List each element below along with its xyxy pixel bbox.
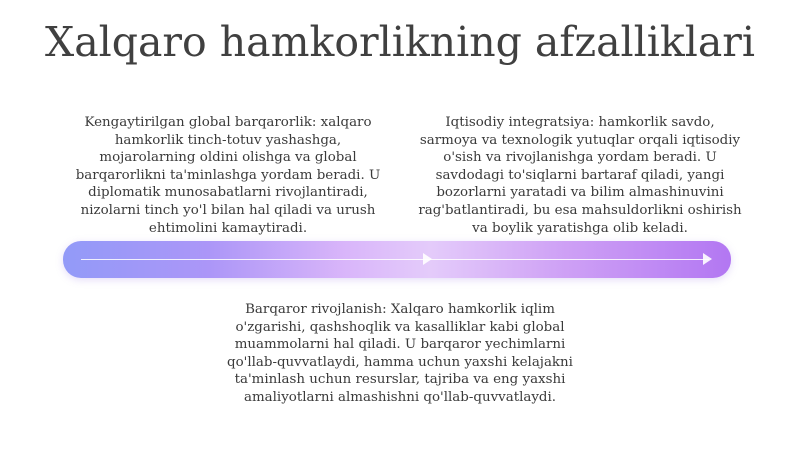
text-block-sustainable-development: Barqaror rivojlanish: Xalqaro hamkorlik iqlim o'zgarishi, qashshoqlik va kasalliklar kabi global muammolarni hal qiladi. U barqaror yechimlarni qo'llab-quvvatlaydi, hamma uchun yaxshi kelajakni ta'minlash uchun resurslar, tajriba va eng yaxshi amaliyotlarni almashishni qo'llab-quvvatlaydi. — [227, 302, 573, 405]
slide-title: Xalqaro hamkorlikning afzalliklari — [45, 18, 755, 66]
timeline-line — [81, 259, 709, 260]
text-block-economic-integration: Iqtisodiy integratsiya: hamkorlik savdo, sarmoya va texnologik yutuqlar orqali iqtisodiy o'sish va rivojlanishga yordam beradi. U savdodagi to'siqlarni bartaraf qiladi, yangi bozorlarni yaratadi va bilim almashinuvini rag'batlantiradi, bu esa mahsuldorlikni oshirish va boylik yaratishga olib keladi. — [418, 115, 742, 236]
arrow-right-icon — [423, 253, 432, 265]
arrow-right-icon — [703, 253, 712, 265]
text-block-global-stability: Kengaytirilgan global barqarorlik: xalqaro hamkorlik tinch-totuv yashashga, mojarolarning oldini olishga va global barqarorlikni ta'minlashga yordam beradi. U diplomatik munosabatlarni rivojlantiradi, nizolarni tinch yo'l bilan hal qiladi va urush ehtimolini kamaytiradi. — [75, 115, 381, 236]
timeline-bar — [63, 241, 731, 278]
